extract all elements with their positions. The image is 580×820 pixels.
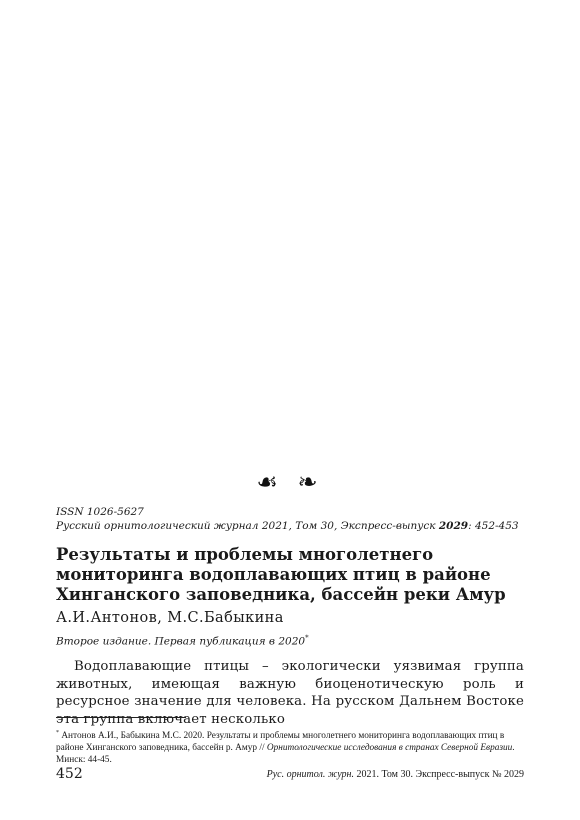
edition-note — [56, 634, 309, 648]
issn-line: ISSN 1026-5627 — [56, 506, 144, 518]
journal-citation-pages: : 452-453 — [468, 520, 519, 532]
ornament-divider: ☙ ❧ — [256, 468, 324, 496]
issue-number: 2029 — [438, 520, 469, 532]
edition-note-text: Второе издание. Первая публикация в 2020 — [56, 635, 306, 648]
running-footer-issue: 2021. Том 30. Экспресс-выпуск № 2029 — [353, 769, 524, 780]
footnote-source-title: Орнитологические исследования в странах Северной Евразии — [266, 743, 513, 754]
footnote — [56, 727, 526, 766]
body-paragraph: Водоплавающие птицы – экологически уязвимая группа животных, имеющая важную биоценотическую роль и ресурсное значение для человека. На русском Дальнем Востоке эта группа включает несколько — [56, 659, 524, 727]
footnote-text: Антонов А.И., Бабыкина М.С. 2020. Результаты и проблемы многолетнего мониторинга водоплавающих птиц в районе Хинганского заповедника, бассейн р. Амур // — [56, 731, 505, 754]
journal-citation-line — [56, 520, 536, 533]
footnote-marker: * — [56, 730, 59, 736]
footnote-rule — [56, 717, 186, 718]
page-number: 452 — [56, 766, 83, 782]
footnote-text-end: . Минск: 44-45. — [56, 743, 515, 766]
article-title: Результаты и проблемы многолетнего мониторинга водоплавающих птиц в районе Хинганского заповедника, бассейн реки Амур — [56, 545, 506, 604]
journal-citation-prefix: Русский орнитологический журнал 2021, Том 30, Экспресс-выпуск — [56, 520, 439, 532]
article-authors: А.И.Антонов, М.С.Бабыкина — [56, 610, 284, 626]
running-footer-journal: Рус. орнитол. журн. — [266, 769, 354, 780]
running-footer — [267, 769, 524, 780]
footnote-marker: * — [305, 634, 309, 642]
